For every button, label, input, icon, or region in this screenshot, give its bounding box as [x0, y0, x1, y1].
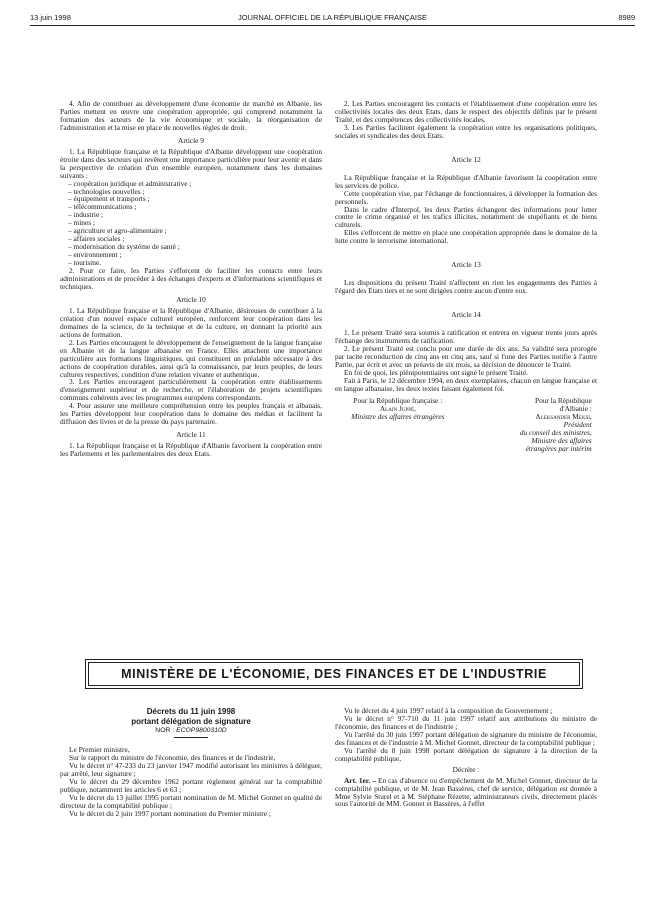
- list-item: – coopération juridique et administrative ;: [68, 180, 322, 188]
- signature-albania: [461, 397, 592, 453]
- list-item: – mines ;: [68, 219, 322, 227]
- paragraph: Vu le décret n° 97-710 du 11 juin 1997 relatif aux attributions du ministre de l'économie, des finances et de l'industrie ;: [335, 713, 597, 731]
- header-date: 13 juin 1998: [30, 13, 71, 22]
- treaty-column-left: [60, 100, 322, 458]
- paragraph: Fait à Paris, le 12 décembre 1994, en deux exemplaires, chacun en langue française et en langue albanaise, les deux textes faisant également foi.: [335, 375, 597, 393]
- paragraph: 2. Pour ce faire, les Parties s'efforcent de faciliter les contacts entre leurs administrations et de procéder à des échanges d'experts et d'informations scientifiques et techniques.: [60, 266, 322, 291]
- list-item: – tourisme.: [68, 259, 322, 267]
- signatory-name: Aleksander Meksi,: [535, 411, 592, 421]
- article-heading: Article 14: [451, 310, 481, 320]
- list-item: – affaires sociales ;: [68, 235, 322, 243]
- treaty-column-right: [335, 100, 597, 453]
- nor-label: NOR :: [155, 727, 175, 734]
- nor-reference: [60, 727, 322, 738]
- article-heading: Article 10: [176, 294, 206, 304]
- paragraph: Vu le décret du 13 juillet 1995 portant nomination de M. Michel Gonnet en qualité de directeur de la comptabilité publique ;: [60, 792, 322, 810]
- paragraph: Vu le décret du 2 juin 1997 portant nomination du Premier ministre ;: [69, 808, 271, 818]
- list-item: – agriculture et agro-alimentaire ;: [68, 227, 322, 235]
- paragraph: 2. Les Parties encouragent les contacts et l'établissement d'une coopération entre les collectivités locales des deux Etats, dans le respect des objectifs définis par le présent Traité, et des compétences des collectivités locales.: [335, 99, 597, 124]
- domain-list: [60, 180, 322, 267]
- article-heading: Article 13: [451, 260, 481, 270]
- article-paragraph: [335, 777, 597, 809]
- signature-line: Pour la République: [535, 395, 592, 405]
- ministry-title: MINISTÈRE DE L'ÉCONOMIE, DES FINANCES ET DE L'INDUSTRIE: [121, 667, 547, 681]
- decree-title: Décrets du 11 juin 1998: [146, 707, 236, 716]
- paragraph: Elles s'efforcent de mettre en place une coopération appropriée dans le domaine de la lutte contre le terrorisme international.: [335, 228, 597, 246]
- signature-line: d'Albanie :: [559, 403, 592, 413]
- paragraph: Cette coopération vise, par l'échange de fonctionnaires, à développer la formation des personnels.: [335, 188, 597, 206]
- paragraph: Vu le décret du 29 décembre 1962 portant règlement général sur la comptabilité publique, notamment les articles 6 et 63 ;: [60, 776, 322, 794]
- decree-subtitle: portant délégation de signature: [131, 716, 251, 726]
- signatory-title: Ministre des affaires étrangères: [351, 411, 445, 421]
- paragraph: Les dispositions du présent Traité n'affectent en rien les engagements des Parties à l'égard des Etats tiers et ne sont dirigées contre aucun d'entre eux.: [335, 278, 597, 296]
- header-rule: [30, 25, 635, 26]
- signatory-title: Président: [563, 419, 592, 429]
- ministry-banner: [88, 662, 580, 686]
- paragraph: Sur le rapport du ministre de l'économie, des finances et de l'industrie,: [69, 752, 276, 762]
- decree-verb: Décrète :: [452, 764, 480, 774]
- paragraph: 2. Le présent Traité est conclu pour une durée de dix ans. Sa validité sera prorogée par tacite reconduction de cinq ans en cinq ans, sauf si l'une des Parties notifie à l'autre Partie, par écrit et avec un préavis de six mois, sa décision de dénoncer le Traité.: [335, 344, 597, 369]
- signature-block: [335, 397, 597, 453]
- paragraph: 1. Le présent Traité sera soumis à ratification et entrera en vigueur trente jours après l'échange des instruments de ratification.: [335, 328, 597, 346]
- list-item: – industrie ;: [68, 211, 322, 219]
- paragraph: 3. Les Parties encouragent particulièrement la coopération entre établissements d'enseignement supérieur et de recherche, et l'élaboration de projets scientifiques communs cohérents avec les programmes européens correspondants.: [60, 377, 322, 403]
- signatory-name: Alain Juppé,: [379, 403, 416, 413]
- paragraph: 3. Les Parties facilitent également la coopération entre les organisations politiques, sociales et syndicales des deux Etats.: [335, 122, 597, 140]
- paragraph: En foi de quoi, les plénipotentiaires ont signé le présent Traité.: [344, 367, 528, 377]
- article-heading: Article 12: [451, 154, 481, 164]
- signatory-title: étrangères par intérim: [525, 443, 592, 453]
- paragraph: 2. Les Parties encouragent le développement de l'enseignement de la langue française en Albanie et de la langue albanaise en France. Elles attachent une importance particulière aux formations linguistiques, qui constituent un préalable nécessaire à des actions de coopération durables, ainsi qu'à la connaissance, par leurs peuples, de leurs cultures respectives, condition d'une relation vivante et authentique.: [60, 337, 322, 379]
- signatory-title: du conseil des ministres,: [519, 427, 592, 437]
- page-header: [30, 13, 635, 25]
- paragraph: La République française et la République d'Albanie favorisent la coopération entre les services de police.: [335, 172, 597, 190]
- paragraph: Vu le décret n° 47-233 du 23 janvier 1947 modifié autorisant les ministres à déléguer, par arrêté, leur signature ;: [60, 760, 322, 778]
- article-heading: Article 11: [176, 430, 206, 440]
- signature-line: Pour la République française :: [353, 395, 443, 405]
- paragraph: Le Premier ministre,: [69, 744, 130, 754]
- nor-value: ECOP9800310D: [176, 727, 227, 734]
- paragraph: 1. La République française et la République d'Albanie, désireuses de contribuer à la création d'un nouvel espace culturel européen, renforcent leur coopération dans les domaines de la science, de la technique et de la culture, en donnant la priorité aux actions de formation.: [60, 305, 322, 339]
- signature-france: [335, 397, 461, 421]
- decree-column-left: [60, 707, 322, 818]
- paragraph: 4. Afin de contribuer au développement d'une économie de marché en Albanie, les Parties mettent en œuvre une coopération appropriée, qui comprend notamment la formation des acteurs de la vie économique et sociale, la réorganisation de l'administration et la mise en place de nouvelles règles de droit.: [60, 99, 322, 132]
- page-number: 8989: [618, 13, 635, 22]
- paragraph: Dans le cadre d'Interpol, les deux Parties échangent des informations pour lutter contre le crime organisé et les trafics illicites, notamment de stupéfiants et de biens culturels.: [335, 204, 597, 230]
- article-label: Art. 1er. –: [344, 775, 376, 785]
- paragraph: 4. Pour assurer une meilleure compréhension entre les peuples français et albanais, les Parties développent leur coopération dans le domaine des médias et facilitent la diffusion des livres et de la presse du pays partenaire.: [60, 401, 322, 427]
- list-item: – équipement et transports ;: [68, 195, 322, 203]
- title-rule: [174, 737, 208, 738]
- article-text: En cas d'absence ou d'empêchement de M. Michel Gonnet, directeur de la comptabilité publique, et de M. Jean Bassères, chef de service, délégation est donnée à Mme Sylvie Sturel et à M. Stéphane Rézette, administrateurs civils, directement placés sous l'autorité de MM. Gonnet et Bassères, à l'effet: [335, 775, 597, 809]
- paragraph: 1. La République française et la République d'Albanie développent une coopération étroite dans des secteurs qui revêtent une importance particulière pour leur avenir et dans la perspective de création d'un ensemble européen, notamment dans les domaines suivants :: [60, 146, 322, 180]
- list-item: – modernisation du système de santé ;: [68, 243, 322, 251]
- signatory-title: Ministre des affaires: [531, 435, 592, 445]
- paragraph: Vu l'arrêté du 8 juin 1998 portant délégation de signature à la direction de la comptabilité publique,: [335, 745, 597, 763]
- journal-title: JOURNAL OFFICIEL DE LA RÉPUBLIQUE FRANÇAISE: [237, 13, 428, 22]
- paragraph: Vu l'arrêté du 30 juin 1997 portant délégation de signature du ministre de l'économie, des finances et de l'industrie à M. Michel Gonnet, directeur de la comptabilité publique ;: [335, 729, 597, 747]
- paragraph: Vu le décret du 4 juin 1997 relatif à la composition du Gouvernement ;: [344, 706, 553, 715]
- list-item: – technologies nouvelles ;: [68, 188, 322, 196]
- article-heading: Article 9: [178, 135, 204, 145]
- decree-column-right: [335, 707, 597, 808]
- list-item: – environnement ;: [68, 251, 322, 259]
- paragraph: 1. La République française et la République d'Albanie favorisent la coopération entre les Parlements et les parlementaires des deux Etats.: [60, 441, 322, 459]
- list-item: – télécommunications ;: [68, 203, 322, 211]
